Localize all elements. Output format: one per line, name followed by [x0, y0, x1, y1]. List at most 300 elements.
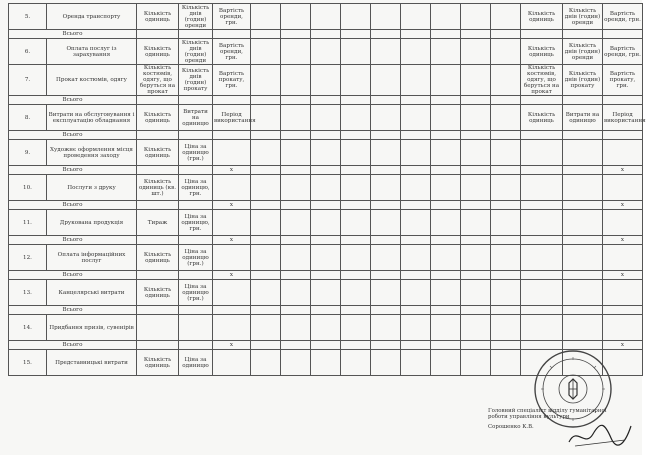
empty-cell: [371, 30, 401, 39]
empty-cell: [491, 236, 521, 245]
row-number-cell: 15.: [9, 350, 47, 376]
empty-cell: [341, 236, 371, 245]
empty-cell: [563, 201, 603, 210]
row-number-cell: 8.: [9, 105, 47, 131]
right-duration-cell: [563, 210, 603, 236]
empty-cell: [251, 65, 281, 96]
empty-cell: [311, 306, 341, 315]
right-unit-cell: Кількість одиниць: [521, 39, 563, 65]
empty-cell: [563, 131, 603, 140]
empty-cell: [371, 236, 401, 245]
row-name-cell: Оренда транспорту: [47, 4, 137, 30]
empty-cell: [401, 306, 431, 315]
empty-cell: [341, 175, 371, 201]
row-name-cell: Придбання призів, сувенірів: [47, 315, 137, 341]
right-duration-cell: Витрати на одиницю: [563, 105, 603, 131]
empty-cell: [461, 30, 491, 39]
total-row: [9, 166, 643, 175]
cost-cell: [213, 280, 251, 306]
empty-cell: [431, 201, 461, 210]
empty-cell: [137, 166, 179, 175]
empty-cell: [461, 105, 491, 131]
empty-cell: [281, 30, 311, 39]
row-name-cell: Художнє оформлення місця проведення заходу: [47, 140, 137, 166]
empty-cell: [137, 341, 179, 350]
empty-cell: [213, 30, 251, 39]
empty-cell: [179, 236, 213, 245]
right-duration-cell: [563, 175, 603, 201]
empty-cell: [341, 39, 371, 65]
empty-cell: [311, 30, 341, 39]
table-row: [9, 210, 643, 236]
total-row: [9, 30, 643, 39]
empty-cell: [431, 271, 461, 280]
cost-cell: [213, 140, 251, 166]
right-duration-cell: [563, 140, 603, 166]
total-label-cell: Всього: [9, 201, 137, 210]
empty-cell: [603, 30, 643, 39]
empty-cell: [281, 105, 311, 131]
empty-cell: [431, 280, 461, 306]
empty-cell: [341, 96, 371, 105]
row-name-cell: Канцелярські витрати: [47, 280, 137, 306]
empty-cell: [371, 105, 401, 131]
unit-count-cell: Кількість костюмів, одягу, що беруться на прокат: [137, 65, 179, 96]
empty-cell: [341, 4, 371, 30]
row-name-cell: Друкована продукція: [47, 210, 137, 236]
empty-cell: [431, 30, 461, 39]
cost-cell: Вартість оренди, грн.: [213, 39, 251, 65]
empty-cell: [491, 341, 521, 350]
empty-cell: [371, 245, 401, 271]
empty-cell: [431, 245, 461, 271]
empty-cell: [311, 96, 341, 105]
empty-cell: [251, 166, 281, 175]
empty-cell: [213, 131, 251, 140]
empty-cell: [431, 236, 461, 245]
empty-cell: [401, 96, 431, 105]
empty-cell: [491, 175, 521, 201]
total-label-cell: Всього: [9, 166, 137, 175]
empty-cell: [491, 245, 521, 271]
empty-cell: [521, 96, 563, 105]
total-label-cell: Всього: [9, 131, 137, 140]
total-label-cell: Всього: [9, 271, 137, 280]
empty-cell: [281, 210, 311, 236]
empty-cell: [521, 166, 563, 175]
empty-cell: [281, 271, 311, 280]
empty-cell: [311, 4, 341, 30]
cost-cell: [213, 315, 251, 341]
empty-cell: [603, 306, 643, 315]
empty-cell: [281, 65, 311, 96]
duration-cell: Ціна за одиницю, грн.: [179, 210, 213, 236]
empty-cell: [461, 315, 491, 341]
empty-cell: [281, 201, 311, 210]
empty-cell: [251, 271, 281, 280]
empty-cell: [563, 236, 603, 245]
empty-cell: [461, 39, 491, 65]
empty-cell: [137, 30, 179, 39]
right-cost-cell: [603, 280, 643, 306]
empty-cell: [371, 280, 401, 306]
right-cost-cell: Вартість прокату, грн.: [603, 65, 643, 96]
total-label-cell: Всього: [9, 236, 137, 245]
right-cost-cell: [603, 315, 643, 341]
empty-cell: [251, 350, 281, 376]
empty-cell: [371, 350, 401, 376]
total-row: [9, 96, 643, 105]
empty-cell: [401, 4, 431, 30]
empty-cell: [251, 30, 281, 39]
empty-cell: [401, 105, 431, 131]
row-name-cell: Оплата інформаційних послуг: [47, 245, 137, 271]
empty-cell: [371, 201, 401, 210]
empty-cell: [341, 341, 371, 350]
total-row: [9, 306, 643, 315]
table-row: [9, 245, 643, 271]
row-number-cell: 7.: [9, 65, 47, 96]
right-unit-cell: Кількість одиниць: [521, 4, 563, 30]
right-unit-cell: [521, 280, 563, 306]
right-cost-cell: [603, 175, 643, 201]
empty-cell: [281, 175, 311, 201]
empty-cell: [401, 236, 431, 245]
empty-cell: [371, 131, 401, 140]
empty-cell: [491, 105, 521, 131]
empty-cell: [491, 350, 521, 376]
empty-cell: [563, 306, 603, 315]
empty-cell: [491, 131, 521, 140]
empty-cell: [461, 96, 491, 105]
empty-cell: [341, 280, 371, 306]
empty-cell: [431, 350, 461, 376]
right-duration-cell: Кількість днів (годин) оренди: [563, 39, 603, 65]
empty-cell: [401, 175, 431, 201]
empty-cell: [461, 201, 491, 210]
right-unit-cell: [521, 315, 563, 341]
empty-cell: [491, 140, 521, 166]
empty-cell: [311, 315, 341, 341]
empty-cell: [461, 271, 491, 280]
empty-cell: [431, 210, 461, 236]
cost-cell: [213, 245, 251, 271]
empty-cell: [431, 306, 461, 315]
total-label-cell: Всього: [9, 30, 137, 39]
empty-cell: [251, 341, 281, 350]
duration-cell: Кількість днів (годин) оренди: [179, 39, 213, 65]
empty-cell: [311, 271, 341, 280]
empty-cell: [401, 140, 431, 166]
row-name-cell: Послуги з друку: [47, 175, 137, 201]
duration-cell: [179, 315, 213, 341]
empty-cell: [563, 271, 603, 280]
unit-count-cell: Кількість одиниць: [137, 140, 179, 166]
unit-count-cell: Кількість одиниць: [137, 350, 179, 376]
x-mark-cell: x: [603, 271, 643, 280]
unit-count-cell: Тираж: [137, 210, 179, 236]
unit-count-cell: Кількість одиниць: [137, 280, 179, 306]
empty-cell: [213, 306, 251, 315]
right-unit-cell: Кількість одиниць: [521, 105, 563, 131]
empty-cell: [461, 140, 491, 166]
empty-cell: [341, 315, 371, 341]
right-unit-cell: Кількість костюмів, одягу, що беруться на прокат: [521, 65, 563, 96]
total-row: [9, 131, 643, 140]
empty-cell: [251, 131, 281, 140]
empty-cell: [461, 166, 491, 175]
row-number-cell: 12.: [9, 245, 47, 271]
table-row: [9, 65, 643, 96]
empty-cell: [251, 96, 281, 105]
empty-cell: [431, 140, 461, 166]
empty-cell: [281, 140, 311, 166]
right-duration-cell: Кількість днів (годин) оренди: [563, 4, 603, 30]
empty-cell: [311, 341, 341, 350]
empty-cell: [179, 201, 213, 210]
empty-cell: [401, 245, 431, 271]
total-row: [9, 201, 643, 210]
right-unit-cell: [521, 175, 563, 201]
empty-cell: [341, 201, 371, 210]
empty-cell: [341, 271, 371, 280]
x-mark-cell: x: [603, 236, 643, 245]
empty-cell: [431, 105, 461, 131]
signer-position-line2: роботи управління культури: [488, 414, 570, 420]
empty-cell: [431, 131, 461, 140]
empty-cell: [461, 280, 491, 306]
budget-table: [8, 3, 646, 376]
empty-cell: [431, 96, 461, 105]
empty-cell: [371, 175, 401, 201]
empty-cell: [431, 4, 461, 30]
empty-cell: [401, 131, 431, 140]
duration-cell: Ціна за одиницю (грн.): [179, 280, 213, 306]
unit-count-cell: Кількість одиниць (кв. шт.): [137, 175, 179, 201]
empty-cell: [401, 271, 431, 280]
empty-cell: [281, 245, 311, 271]
row-number-cell: 11.: [9, 210, 47, 236]
empty-cell: [491, 315, 521, 341]
empty-cell: [491, 306, 521, 315]
right-duration-cell: [563, 315, 603, 341]
empty-cell: [461, 131, 491, 140]
empty-cell: [431, 175, 461, 201]
empty-cell: [341, 65, 371, 96]
empty-cell: [401, 210, 431, 236]
row-number-cell: 5.: [9, 4, 47, 30]
empty-cell: [563, 30, 603, 39]
empty-cell: [461, 236, 491, 245]
total-row: [9, 236, 643, 245]
empty-cell: [341, 166, 371, 175]
x-mark-cell: x: [603, 166, 643, 175]
duration-cell: Ціна за одиницю (грн.): [179, 245, 213, 271]
empty-cell: [281, 280, 311, 306]
empty-cell: [603, 96, 643, 105]
empty-cell: [281, 4, 311, 30]
empty-cell: [491, 280, 521, 306]
empty-cell: [137, 271, 179, 280]
empty-cell: [251, 140, 281, 166]
empty-cell: [311, 131, 341, 140]
empty-cell: [341, 131, 371, 140]
empty-cell: [401, 280, 431, 306]
empty-cell: [371, 166, 401, 175]
right-unit-cell: [521, 140, 563, 166]
empty-cell: [251, 39, 281, 65]
empty-cell: [251, 245, 281, 271]
cost-cell: [213, 175, 251, 201]
empty-cell: [281, 350, 311, 376]
empty-cell: [521, 306, 563, 315]
empty-cell: [137, 236, 179, 245]
empty-cell: [137, 96, 179, 105]
unit-count-cell: Кількість одиниць: [137, 245, 179, 271]
duration-cell: Ціна за одиницю (грн.): [179, 140, 213, 166]
empty-cell: [431, 166, 461, 175]
empty-cell: [179, 131, 213, 140]
empty-cell: [251, 175, 281, 201]
empty-cell: [341, 306, 371, 315]
table-row: [9, 280, 643, 306]
empty-cell: [521, 271, 563, 280]
empty-cell: [461, 245, 491, 271]
empty-cell: [251, 280, 281, 306]
empty-cell: [371, 4, 401, 30]
table-row: [9, 140, 643, 166]
empty-cell: [461, 175, 491, 201]
right-cost-cell: Вартість оренди, грн.: [603, 39, 643, 65]
right-cost-cell: [603, 210, 643, 236]
empty-cell: [311, 201, 341, 210]
x-mark-cell: x: [603, 341, 643, 350]
empty-cell: [371, 39, 401, 65]
empty-cell: [251, 306, 281, 315]
table-row: [9, 39, 643, 65]
empty-cell: [341, 245, 371, 271]
empty-cell: [281, 131, 311, 140]
right-duration-cell: [563, 245, 603, 271]
row-name-cell: Представницькі витрати: [47, 350, 137, 376]
empty-cell: [401, 201, 431, 210]
table-body: [9, 4, 646, 376]
empty-cell: [311, 140, 341, 166]
empty-cell: [371, 271, 401, 280]
empty-cell: [137, 131, 179, 140]
row-name-cell: Оплата послуг із зарахування: [47, 39, 137, 65]
empty-cell: [311, 65, 341, 96]
empty-cell: [281, 236, 311, 245]
empty-cell: [431, 39, 461, 65]
empty-cell: [179, 96, 213, 105]
row-number-cell: 13.: [9, 280, 47, 306]
right-cost-cell: Вартість оренди, грн.: [603, 4, 643, 30]
empty-cell: [461, 341, 491, 350]
empty-cell: [521, 30, 563, 39]
empty-cell: [461, 4, 491, 30]
empty-cell: [179, 30, 213, 39]
empty-cell: [401, 65, 431, 96]
empty-cell: [401, 30, 431, 39]
empty-cell: [371, 306, 401, 315]
row-number-cell: 9.: [9, 140, 47, 166]
table-row: [9, 315, 643, 341]
empty-cell: [341, 30, 371, 39]
empty-cell: [251, 4, 281, 30]
empty-cell: [251, 236, 281, 245]
empty-cell: [401, 350, 431, 376]
empty-cell: [491, 201, 521, 210]
duration-cell: Кількість днів (годин) прокату: [179, 65, 213, 96]
empty-cell: [491, 166, 521, 175]
empty-cell: [179, 166, 213, 175]
right-unit-cell: [521, 210, 563, 236]
handwritten-signature-icon: [565, 420, 635, 450]
empty-cell: [341, 140, 371, 166]
x-mark-cell: x: [213, 236, 251, 245]
empty-cell: [251, 315, 281, 341]
empty-cell: [281, 96, 311, 105]
empty-cell: [341, 105, 371, 131]
unit-count-cell: Кількість одиниць: [137, 39, 179, 65]
empty-cell: [521, 201, 563, 210]
empty-cell: [431, 65, 461, 96]
empty-cell: [281, 306, 311, 315]
table-row: [9, 175, 643, 201]
table-row: [9, 4, 643, 30]
empty-cell: [311, 280, 341, 306]
cost-cell: [213, 210, 251, 236]
duration-cell: Ціна за одиницю, грн.: [179, 175, 213, 201]
right-cost-cell: Період використання: [603, 105, 643, 131]
empty-cell: [371, 96, 401, 105]
row-number-cell: 10.: [9, 175, 47, 201]
cost-cell: Період використання: [213, 105, 251, 131]
empty-cell: [311, 210, 341, 236]
total-label-cell: Всього: [9, 96, 137, 105]
unit-count-cell: [137, 315, 179, 341]
cost-cell: Вартість прокату, грн.: [213, 65, 251, 96]
table-row: [9, 105, 643, 131]
empty-cell: [281, 39, 311, 65]
empty-cell: [137, 306, 179, 315]
row-number-cell: 14.: [9, 315, 47, 341]
x-mark-cell: x: [213, 201, 251, 210]
cost-cell: Вартість оренди, грн.: [213, 4, 251, 30]
empty-cell: [603, 131, 643, 140]
right-unit-cell: [521, 245, 563, 271]
empty-cell: [491, 271, 521, 280]
empty-cell: [461, 210, 491, 236]
x-mark-cell: x: [213, 271, 251, 280]
empty-cell: [521, 131, 563, 140]
unit-count-cell: Кількість одиниць: [137, 4, 179, 30]
empty-cell: [311, 245, 341, 271]
empty-cell: [401, 341, 431, 350]
empty-cell: [179, 271, 213, 280]
empty-cell: [281, 315, 311, 341]
duration-cell: Витрати на одиницю: [179, 105, 213, 131]
empty-cell: [491, 96, 521, 105]
empty-cell: [491, 39, 521, 65]
row-name-cell: Витрати на обслуговування і експлуатацію обладнання: [47, 105, 137, 131]
empty-cell: [461, 306, 491, 315]
total-label-cell: Всього: [9, 306, 137, 315]
total-row: [9, 271, 643, 280]
empty-cell: [341, 210, 371, 236]
empty-cell: [179, 306, 213, 315]
